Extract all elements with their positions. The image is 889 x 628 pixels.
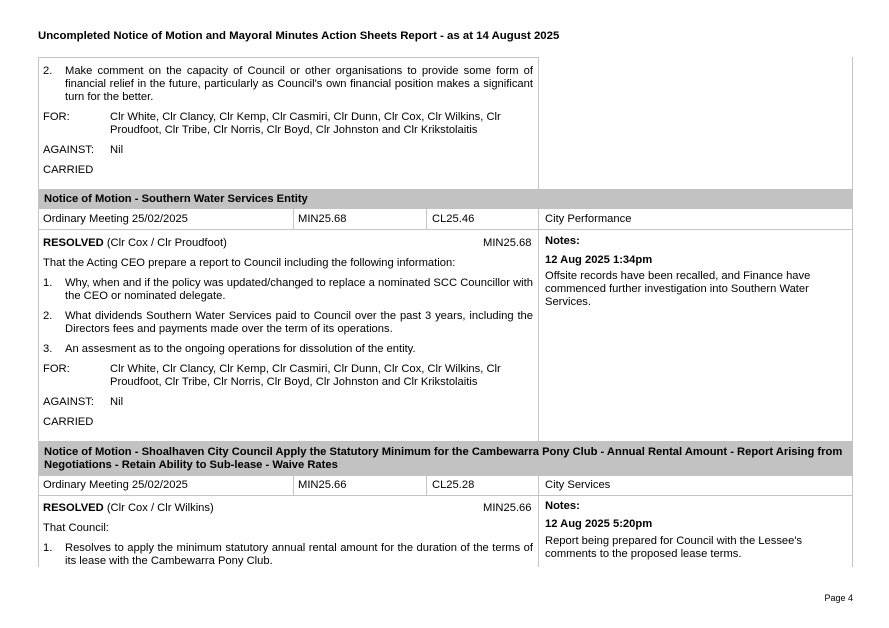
resolution-item: 3. An assesment as to the ongoing operations for dissolution of the entity.: [43, 343, 416, 355]
cl-number: CL25.46: [432, 213, 475, 225]
meta-divider: [426, 209, 427, 230]
meta-divider: [293, 476, 294, 496]
meta-divider: [293, 209, 294, 230]
carried-status: CARRIED: [43, 164, 94, 176]
meta-divider: [538, 476, 539, 567]
page-title: Uncompleted Notice of Motion and Mayoral Minutes Action Sheets Report - as at 14 August 2025: [38, 30, 560, 42]
resolved-ref: MIN25.66: [483, 502, 532, 514]
for-label: FOR:: [43, 363, 70, 375]
note-date: 12 Aug 2025 5:20pm: [545, 518, 653, 530]
section-heading: Notice of Motion - Southern Water Services Entity: [38, 189, 853, 209]
table-border-left: [38, 57, 39, 567]
against-label: AGAINST:: [43, 396, 94, 408]
resolution-item: 1. Resolves to apply the minimum statutory annual rental amount for the duration of the terms of its lease with the Cambewarra Pony Club.: [43, 542, 533, 567]
against-voters: Nil: [110, 144, 124, 156]
continued-item-2: 2. Make comment on the capacity of Council or other organisations to provide some form of financial relief in the future, particularly as Council's own financial position makes a significant turn for the better.: [43, 65, 533, 103]
meta-divider: [538, 209, 539, 441]
notes-heading: Notes:: [545, 500, 580, 512]
department: City Services: [545, 479, 611, 491]
row-divider: [38, 229, 853, 230]
resolution-intro: That the Acting CEO prepare a report to Council including the following information:: [43, 257, 456, 269]
for-label: FOR:: [43, 111, 70, 123]
row-divider: [38, 495, 853, 496]
notes-heading: Notes:: [545, 235, 580, 247]
for-voters: Clr White, Clr Clancy, Clr Kemp, Clr Casmiri, Clr Dunn, Clr Cox, Clr Wilkins, Clr Proudfoot, Clr Tribe, Clr Norris, Clr Boyd, Clr Johnston and Clr Krikstolaitis: [110, 111, 501, 136]
column-divider: [538, 57, 539, 189]
note-date: 12 Aug 2025 1:34pm: [545, 254, 653, 266]
note-text: Offsite records have been recalled, and Finance have commenced further investigation into Southern Water Services.: [545, 270, 811, 308]
resolved-line: RESOLVED (Clr Cox / Clr Wilkins): [43, 502, 214, 514]
meeting-name: Ordinary Meeting 25/02/2025: [43, 213, 188, 225]
resolution-item: 2. What dividends Southern Water Services paid to Council over the past 3 years, including the Directors fees and payments made over the term of its operations.: [43, 310, 533, 335]
table-border-top: [38, 57, 538, 58]
cl-number: CL25.28: [432, 479, 475, 491]
for-voters: Clr White, Clr Clancy, Clr Kemp, Clr Casmiri, Clr Dunn, Clr Cox, Clr Wilkins, Clr Proudfoot, Clr Tribe, Clr Norris, Clr Boyd, Clr Johnston and Clr Krikstolaitis: [110, 363, 501, 388]
against-voters: Nil: [110, 396, 124, 408]
resolved-line: RESOLVED (Clr Cox / Clr Proudfoot): [43, 237, 227, 249]
table-border-right: [852, 57, 853, 567]
resolved-ref: MIN25.68: [483, 237, 532, 249]
meeting-name: Ordinary Meeting 25/02/2025: [43, 479, 188, 491]
resolution-intro: That Council:: [43, 522, 109, 534]
note-text: Report being prepared for Council with the Lessee's comments to the proposed lease terms.: [545, 535, 803, 560]
against-label: AGAINST:: [43, 144, 94, 156]
department: City Performance: [545, 213, 632, 225]
carried-status: CARRIED: [43, 416, 94, 428]
meta-divider: [426, 476, 427, 496]
resolution-item: 1. Why, when and if the policy was updated/changed to replace a nominated SCC Councillor with the CEO or nominated delegate.: [43, 277, 533, 302]
minute-number: MIN25.68: [298, 213, 347, 225]
section-heading: Notice of Motion - Shoalhaven City Council Apply the Statutory Minimum for the Cambewarra Pony Club - Annual Rental Amount - Report Arising from Negotiations - Retain Ability to Sub-lease - Waive Rates: [38, 441, 853, 476]
page-number: Page 4: [824, 593, 853, 603]
minute-number: MIN25.66: [298, 479, 347, 491]
